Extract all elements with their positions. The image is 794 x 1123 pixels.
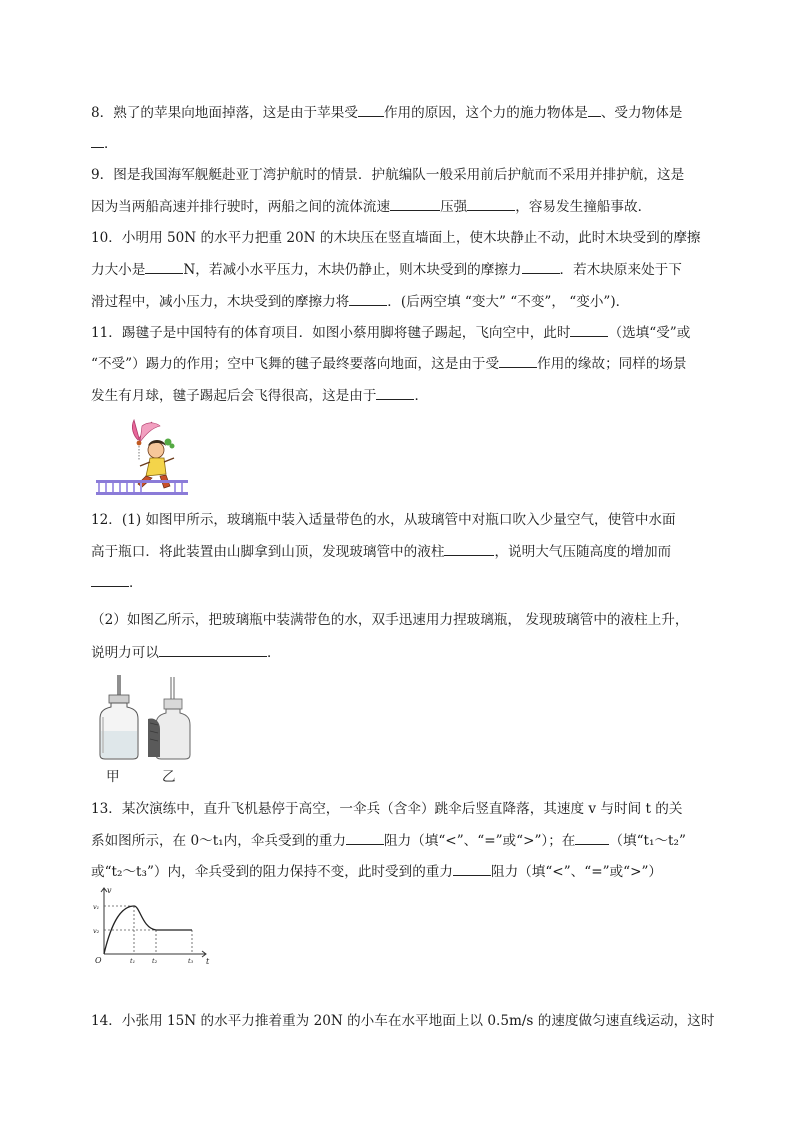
q12-blank-1[interactable]: [444, 542, 494, 556]
q10-blank-1[interactable]: [145, 260, 183, 274]
q8-line-1: 8．熟了的苹果向地面掉落，这是由于苹果受 作用的原因，这个力的施力物体是 、受力物体是: [91, 105, 683, 121]
q10-line-1: 10．小明用 50N 的水平力把重 20N 的木块压在竖直墙面上，使木块静止不动，此时木块受到的摩擦: [91, 230, 701, 246]
label-v2: v₂: [93, 927, 100, 935]
q8-blank-1[interactable]: [358, 103, 384, 117]
q12-line-4: （2）如图乙所示，把玻璃瓶中装满带色的水，双手迅速用力捏玻璃瓶， 发现玻璃管中的液柱上升，: [91, 612, 689, 628]
bottle-a-icon: [100, 675, 138, 759]
q11-line-1: 11．踢毽子是中国特有的体育项目．如图小蔡用脚将毽子踢起，飞向空中，此时 （选填“受”或: [91, 325, 691, 341]
label-t2: t₂: [152, 957, 158, 964]
velocity-time-graph: [92, 884, 210, 964]
fence-rail-bottom: [96, 492, 188, 495]
q11-blank-1[interactable]: [570, 323, 608, 337]
q12-line-5: 说明力可以 ．: [91, 645, 281, 661]
q8-blank-2[interactable]: [588, 103, 601, 117]
q10-line-3: 滑过程中，减小压力，木块受到的摩擦力将 ．(后两空填 “变大” “不变”， “变小”)．: [91, 294, 630, 310]
q8-blank-3[interactable]: [91, 134, 104, 148]
caption-jia: 甲: [106, 769, 120, 785]
q13-line-3: 或“t₂～t₃”）内，伞兵受到的阻力保持不变，此时受到的重力 阻力（填“<”、“=”或“>”）: [91, 864, 663, 880]
shuttlecock-kick-figure: [94, 414, 190, 500]
q9-line-2: 因为当两船高速并排行驶时，两船之间的流体流速 压强 ，容易发生撞船事故．: [91, 199, 652, 215]
q13-blank-2[interactable]: [575, 831, 609, 845]
shuttlecock-base-icon: [137, 441, 142, 446]
bottle-b-icon: [148, 677, 190, 759]
q11-blank-3[interactable]: [376, 386, 414, 400]
label-t: t: [206, 957, 210, 964]
q10-blank-3[interactable]: [349, 292, 387, 306]
q12-blank-2[interactable]: [91, 573, 129, 587]
q11-line-2: “不受”）踢力的作用；空中飞舞的毽子最终要落向地面，这是由于受 作用的缘故；同样的场景: [91, 356, 687, 372]
q13-blank-3[interactable]: [453, 862, 491, 876]
label-origin: O: [95, 956, 102, 964]
q9-line-1: 9．图是我国海军舰艇赴亚丁湾护航时的情景．护航编队一般采用前后护航而不采用并排护航，这是: [91, 167, 685, 183]
q12-line-3: ．: [91, 573, 143, 592]
label-v1: v₁: [93, 903, 100, 911]
q8-line-2: ．: [91, 134, 118, 153]
q11-blank-2[interactable]: [499, 354, 537, 368]
q14-line-1: 14．小张用 15N 的水平力推着重为 20N 的小车在水平地面上以 0.5m/s 的速度做匀速直线运动，这时: [91, 1013, 715, 1029]
label-t1: t₁: [130, 957, 136, 964]
caption-yi: 乙: [162, 769, 176, 785]
q9-blank-1[interactable]: [390, 197, 440, 211]
bottle-figure: [94, 673, 206, 761]
q12-line-2: 高于瓶口．将此装置由山脚拿到山顶，发现玻璃管中的液柱 ，说明大气压随高度的增加而: [91, 544, 672, 560]
q12-line-1: 12．(1) 如图甲所示，玻璃瓶中装入适量带色的水，从玻璃管中对瓶口吹入少量空气，使管中水面: [91, 512, 676, 528]
label-t3: t₃: [188, 957, 194, 964]
q13-line-1: 13．某次演练中，直升飞机悬停于高空，一伞兵（含伞）跳伞后竖直降落，其速度 v 与时间 t 的关: [91, 801, 683, 817]
girl-head-icon: [148, 442, 164, 458]
girl-body-icon: [146, 458, 166, 476]
q10-line-2: 力大小是 N，若减小水平压力，木块仍静止，则木块受到的摩擦力 ．若木块原来处于下: [91, 262, 682, 278]
q13-blank-1[interactable]: [346, 831, 384, 845]
q10-blank-2[interactable]: [522, 260, 560, 274]
q9-blank-2[interactable]: [467, 197, 515, 211]
fence-rail-top: [96, 480, 188, 483]
q13-line-2: 系如图所示，在 0～t₁内，伞兵受到的重力 阻力（填“<”、“=”或“>”）；在 （填“t₁～t₂”: [91, 833, 686, 849]
q11-line-3: 发生有月球，毽子踢起后会飞得很高，这是由于 ．: [91, 388, 429, 404]
label-v: v: [107, 886, 112, 895]
q12-blank-3[interactable]: [159, 643, 267, 657]
